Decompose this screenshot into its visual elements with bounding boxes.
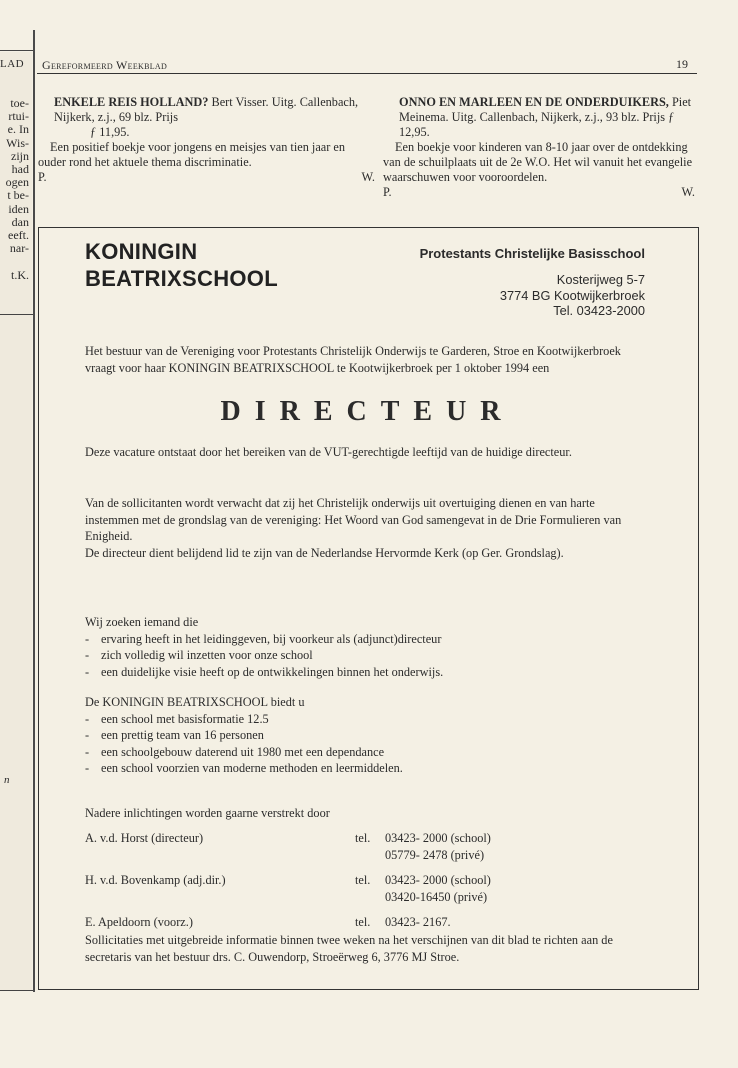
list-item — [85, 664, 650, 681]
review-2-heading — [383, 95, 695, 140]
left-page-line: t.K. — [11, 267, 29, 282]
list-item — [85, 727, 650, 744]
left-page-marker: n — [4, 774, 10, 786]
left-page-line: e. In — [7, 122, 29, 137]
review-2-signature-name: W. — [681, 185, 695, 199]
left-page-line: eeft. — [8, 228, 29, 242]
contact-phone-2: 03420-16450 (privé) — [385, 889, 488, 904]
header-rule — [37, 73, 697, 74]
contact-phone-2: 05779- 2478 (privé) — [385, 847, 485, 862]
list-item-text: een duidelijke visie heeft op de ontwikkelingen binnen het onderwijs. — [101, 664, 444, 679]
candidate-profile — [85, 614, 650, 680]
left-page-line: zijn — [11, 148, 29, 163]
contact-info-title: Nadere inlichtingen worden gaarne verstrekt door — [85, 806, 330, 820]
left-page-line: rtui- — [8, 109, 29, 124]
contact-phone-1: 03423- 2000 (school) — [385, 831, 491, 845]
list-item — [85, 744, 650, 761]
list-item-text: een prettig team van 16 personen — [101, 728, 264, 742]
contact-tel-label: tel. — [355, 873, 371, 887]
page-number: 19 — [676, 57, 688, 71]
contact-row — [85, 872, 650, 906]
list-item — [85, 647, 650, 664]
contact-name: E. Apeldoorn (voorz.) — [85, 915, 193, 929]
vacancy-reason-text: Deze vacature ontstaat door het bereiken van de VUT-gerechtigde leeftijd van de huidige directeur. — [85, 445, 572, 459]
vacancy-headline: DIRECTEUR — [220, 396, 515, 427]
contact-row — [85, 830, 650, 864]
left-page-top-rule — [0, 50, 35, 51]
left-page-line: toe- — [10, 96, 29, 110]
address-city: 3774 BG Kootwijkerbroek — [499, 287, 645, 303]
application-instructions: Sollicitaties met uitgebreide informatie binnen twee weken na het verschijnen van dit blad te richten aan de secretaris van het bestuur drs. C. Ouwendorp, Stroeërweg 6, 3776 MJ Stroe. — [85, 933, 613, 964]
list-bullet: - — [85, 761, 90, 775]
review-2-signature-initial: P. — [383, 185, 392, 199]
school-name-line-2: BEATRIXSCHOOL — [85, 266, 278, 291]
list-item-text: ervaring heeft in het leidinggeven, bij voorkeur als (adjunct)directeur — [101, 631, 442, 646]
school-name-line-1: KONINGIN — [85, 239, 198, 264]
list-bullet: - — [85, 664, 90, 679]
list-bullet: - — [85, 648, 90, 662]
left-page-header: LAD — [0, 58, 25, 70]
left-page-line: had — [11, 162, 29, 176]
candidate-expectations — [85, 495, 650, 561]
left-page-bottom-rule — [0, 990, 35, 991]
list-item — [85, 711, 650, 728]
profile-list — [85, 631, 650, 681]
column-gutter-rule — [33, 30, 35, 992]
review-1-signature — [38, 170, 375, 185]
contact-name: A. v.d. Horst (directeur) — [85, 831, 204, 845]
school-type: Protestants Christelijke Basisschool — [419, 246, 645, 261]
list-item-text: een school met basisformatie 12.5 — [101, 711, 269, 726]
left-page-line: t be- — [7, 188, 29, 203]
left-page-divider — [0, 314, 35, 315]
review-1-signature-name: W. — [361, 170, 375, 184]
list-item — [85, 760, 650, 777]
school-offer — [85, 694, 650, 777]
review-1-price: ƒ 11,95. — [90, 125, 130, 139]
left-page-line: Wis- — [6, 135, 29, 150]
list-bullet: - — [85, 728, 90, 742]
left-page-fragment — [0, 52, 32, 990]
list-bullet: - — [85, 744, 90, 759]
review-1-text: Een positief boekje voor jongens en meisjes van tien jaar en ouder rond het aktuele thema discriminatie. — [38, 140, 346, 169]
offer-list — [85, 711, 650, 777]
school-name — [85, 238, 278, 292]
offer-title: De KONINGIN BEATRIXSCHOOL biedt u — [85, 695, 305, 709]
review-2-signature — [383, 185, 695, 200]
review-2-title: ONNO EN MARLEEN EN DE ONDERDUIKERS, — [399, 95, 669, 109]
left-page-line: iden — [8, 201, 29, 216]
list-item-text: een school voorzien van moderne methoden en leermiddelen. — [101, 761, 403, 775]
left-page-line: nar- — [9, 241, 29, 256]
list-bullet: - — [85, 711, 90, 726]
list-item-text: een schoolgebouw daterend uit 1980 met een dependance — [101, 744, 385, 759]
contact-tel-label: tel. — [355, 915, 371, 929]
book-review-1 — [38, 95, 375, 185]
contact-phone-1: 03423- 2167. — [385, 915, 451, 929]
school-address — [430, 272, 645, 319]
address-street: Kosterijweg 5-7 — [556, 272, 645, 287]
address-phone: Tel. 03423-2000 — [553, 303, 645, 318]
left-page-line: ogen — [5, 175, 29, 190]
contact-phone-1: 03423- 2000 (school) — [385, 873, 491, 887]
left-page-line: dan — [11, 214, 29, 229]
review-2-text: Een boekje voor kinderen van 8-10 jaar over de ontdekking van de schuilplaats uit de 2e W.O. Het wil vanuit het evangelie waarschuwen voor vooroordelen. — [383, 140, 693, 184]
contact-tel-label: tel. — [355, 831, 371, 845]
book-review-2 — [383, 95, 695, 200]
list-bullet: - — [85, 631, 90, 646]
list-item — [85, 631, 650, 648]
ad-intro-text: Het bestuur van de Vereniging voor Protestants Christelijk Onderwijs te Garderen, Stroe en Kootwijkerbroek vraagt voor haar KONINGIN BEATRIXSCHOOL te Kootwijkerbroek per 1 oktober 1994 een — [85, 344, 621, 375]
review-2-publication: Piet Meinema. Uitg. Callenbach, Nijkerk, z.j., 93 blz. Prijs ƒ 12,95. — [399, 95, 692, 139]
review-1-signature-initial: P. — [38, 170, 47, 184]
expectation-paragraph-1: Van de sollicitanten wordt verwacht dat zij het Christelijk onderwijs uit overtuiging dienen en van harte instemmen met de grondslag van de vereniging: Het Woord van God samengevat in de Drie Formulieren van Enigheid. — [85, 496, 622, 543]
review-1-heading — [38, 95, 375, 125]
list-item-text: zich volledig wil inzetten voor onze school — [101, 648, 313, 662]
publication-title: Gereformeerd Weekblad — [42, 58, 168, 72]
review-1-publication: Bert Visser. Uitg. Callenbach, Nijkerk, z.j., 69 blz. Prijs — [54, 95, 359, 124]
profile-title: Wij zoeken iemand die — [85, 615, 199, 629]
review-1-title: ENKELE REIS HOLLAND? — [54, 95, 209, 109]
expectation-paragraph-2: De directeur dient belijdend lid te zijn van de Nederlandse Hervormde Kerk (op Ger. Grondslag). — [85, 545, 564, 560]
contact-name: H. v.d. Bovenkamp (adj.dir.) — [85, 873, 226, 887]
